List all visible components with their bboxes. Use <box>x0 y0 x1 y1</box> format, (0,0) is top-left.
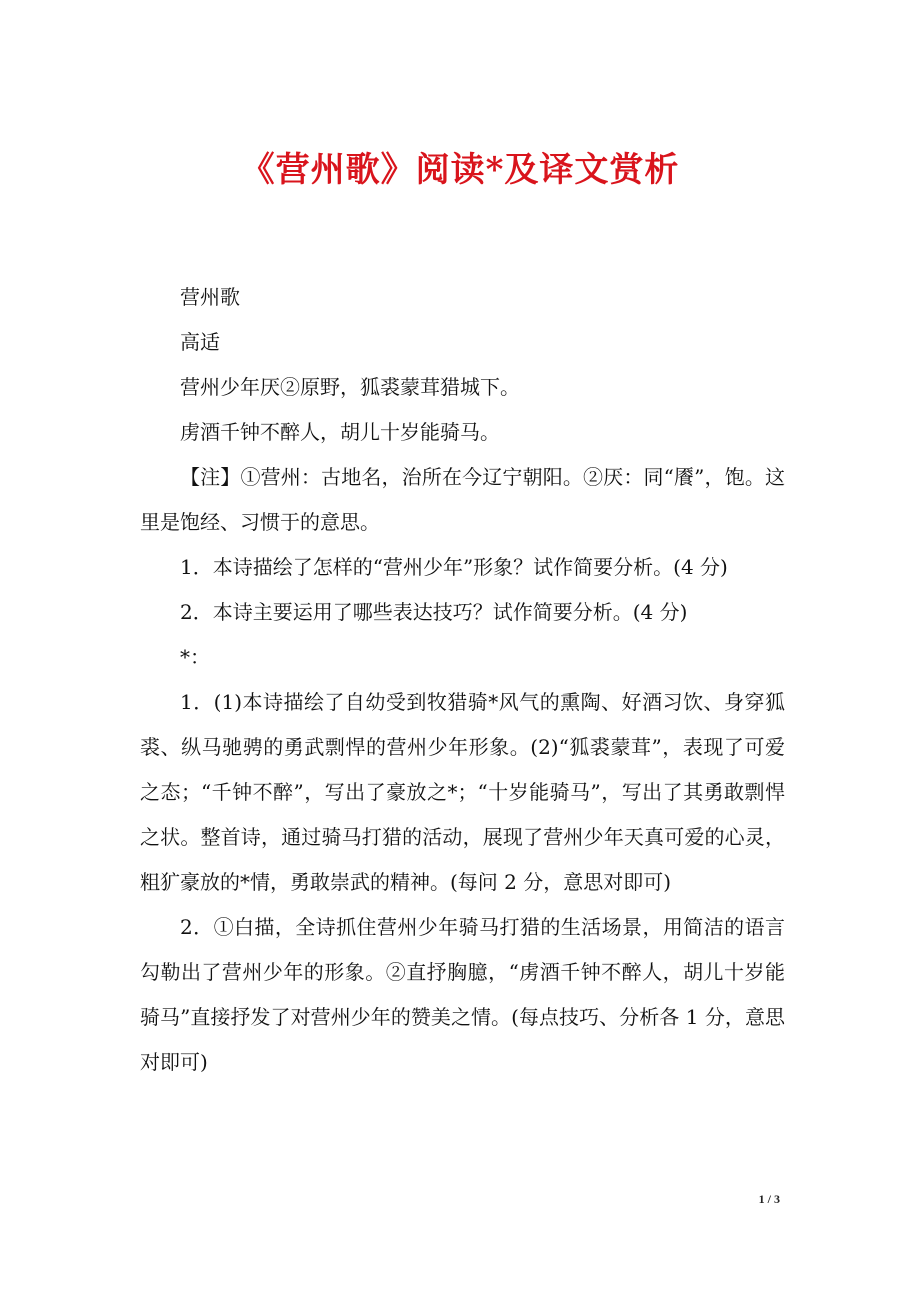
page-number: 1 / 3 <box>758 1192 780 1206</box>
poem-title: 营州歌 <box>180 285 240 309</box>
document-title: 《营州歌》阅读*及译文赏析 <box>240 150 680 190</box>
document-body <box>140 275 785 1085</box>
question-2: 2．本诗主要运用了哪些表达技巧？试作简要分析。(4 分) <box>180 600 688 624</box>
answer-2: 2．①白描，全诗抓住营州少年骑马打猎的生活场景，用简洁的语言勾勒出了营州少年的形象。②直抒胸臆，“虏酒千钟不醉人，胡儿十岁能骑马”直接抒发了对营州少年的赞美之情。(每点技巧、分析各 1 分，意思对即可) <box>140 915 785 1074</box>
poem-line-2: 虏酒千钟不醉人，胡儿十岁能骑马。 <box>180 420 500 444</box>
answer-1: 1．(1)本诗描绘了自幼受到牧猎骑*风气的熏陶、好酒习饮、身穿狐裘、纵马驰骋的勇武剽悍的营州少年形象。(2)“狐裘蒙茸”，表现了可爱之态；“千钟不醉”，写出了豪放之*；“十岁能骑马”，写出了其勇敢剽悍之状。整首诗，通过骑马打猎的活动，展现了营州少年天真可爱的心灵，粗犷豪放的*情，勇敢崇武的精神。(每问 2 分，意思对即可) <box>140 690 785 894</box>
annotation-note: 【注】①营州：古地名，治所在今辽宁朝阳。②厌：同“餍”，饱。这里是饱经、习惯于的意思。 <box>140 465 785 534</box>
question-1: 1．本诗描绘了怎样的“营州少年”形象？试作简要分析。(4 分) <box>180 555 728 579</box>
poem-author: 高适 <box>180 330 220 354</box>
poem-line-1: 营州少年厌②原野，狐裘蒙茸猎城下。 <box>180 375 520 399</box>
answer-label: *： <box>180 645 210 669</box>
